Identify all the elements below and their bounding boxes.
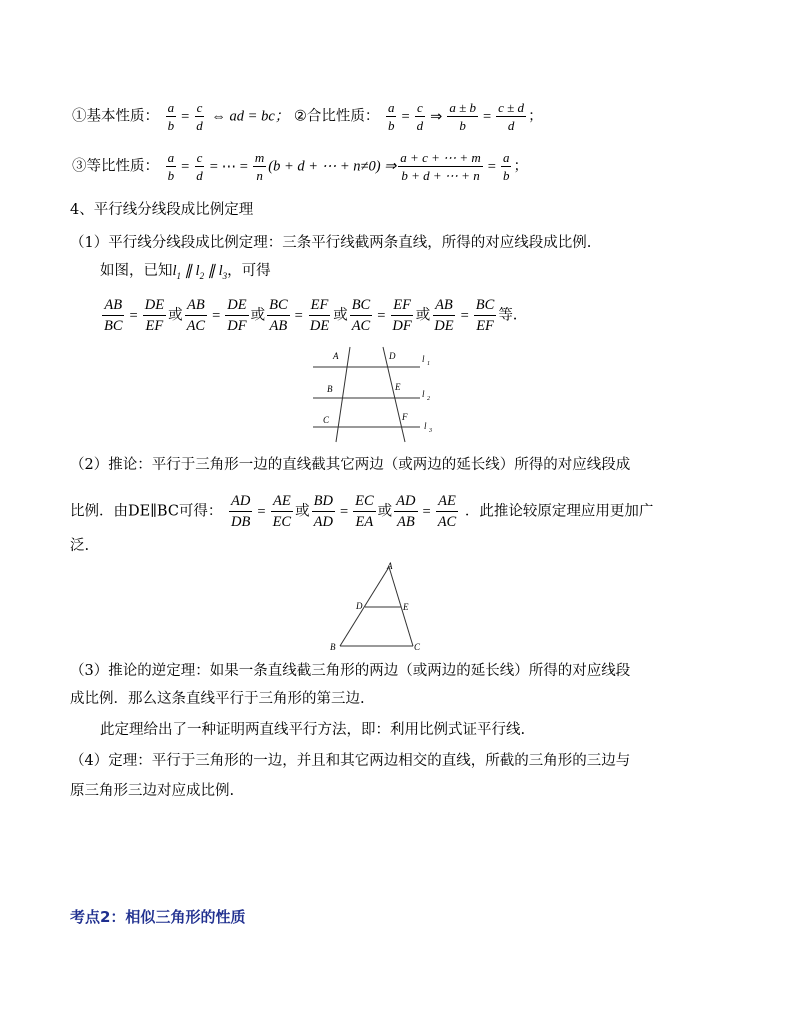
label-l2-sub: 2 (427, 396, 430, 402)
ratio-2-d: AC (186, 318, 206, 334)
ratio-3-d: DF (227, 318, 247, 334)
ratio-9 (474, 296, 497, 335)
ratio-AE-AC: $\frac{AE}{AC}$ (437, 493, 457, 530)
ratio-0-n: AB (102, 296, 124, 316)
section-heading: 考点2：相似三角形的性质 (70, 908, 246, 926)
corollary-suffix: ．此推论较原定理应用更加广 (464, 503, 654, 520)
or-word: 或 (333, 307, 348, 324)
label-E: E (395, 382, 401, 392)
ratio-3 (225, 296, 248, 335)
or-word: 或 (377, 503, 393, 520)
label-l3: l (424, 421, 427, 431)
fraction-a-b-4: $\frac{a}{b}$ (502, 150, 510, 183)
basic-property-label: ①基本性质： (72, 108, 159, 125)
tri-label-C: C (414, 642, 421, 652)
fraction-c-d-2: $\frac{c}{d}$ (416, 100, 424, 133)
ratio-6-n: BC (350, 296, 373, 316)
fraction-sum: $\frac{a + c + \cdots + m}{b + d + \cdots + n}$ (400, 150, 481, 183)
fraction-a-b-3: $\frac{a}{b}$ (167, 150, 175, 183)
ratio-6-d: AC (351, 318, 371, 334)
label-l1: l (422, 354, 425, 364)
tri-label-B: B (330, 642, 336, 652)
ratio-4 (267, 296, 290, 335)
ratio-BD-AD: $\frac{BD}{AD}$ (313, 493, 333, 530)
ratio-AE-EC: $\frac{AE}{EC}$ (272, 493, 292, 530)
corollary-prefix: 比例．由DE∥BC可得： (70, 503, 223, 520)
or-word: 或 (168, 307, 183, 324)
fraction-c-d-3: $\frac{c}{d}$ (196, 150, 203, 183)
section4-p3a: （3）推论的逆定理：如果一条直线截三角形的两边（或两边的延长线）所得的对应线段 (70, 663, 631, 679)
ratio-9-d: EF (476, 318, 494, 334)
ratio-5 (308, 296, 331, 335)
label-F: F (402, 412, 408, 422)
tri-label-A: A (387, 561, 393, 571)
section4-p4b: 原三角形三边对应成比例. (70, 783, 235, 799)
ratio-1-n: DE (143, 296, 166, 316)
section4-p3c: 此定理给出了一种证明两直线平行方法，即：利用比例式证平行线. (100, 722, 526, 738)
ratio-7 (390, 296, 413, 335)
ratio-9-n: BC (474, 296, 497, 316)
combination-property-label: ②合比性质： (293, 108, 380, 125)
ratio-0 (102, 296, 125, 335)
tri-label-D: D (356, 601, 363, 611)
label-C: C (323, 415, 330, 425)
fraction-c-d: $\frac{c}{d}$ (196, 100, 203, 133)
basic-equation: ⇔ ad = bc； (211, 108, 290, 125)
fraction-cpmd-d: $\frac{c \pm d}{d}$ (498, 100, 525, 133)
label-l3-sub: 3 (429, 428, 432, 434)
label-A: A (333, 351, 339, 361)
ratio-1 (143, 296, 166, 335)
ratio-3-n: DE (225, 296, 248, 316)
ratio-8 (432, 296, 455, 335)
equal-ratio-condition: (b + d + ⋯ + n≠0) ⇒ (268, 158, 397, 175)
label-l1-sub: 1 (427, 361, 430, 367)
ratio-EC-EA: $\frac{EC}{EA}$ (355, 493, 374, 530)
or-word: 或 (295, 503, 310, 520)
or-word: 或 (415, 307, 431, 324)
basic-property-line: ①基本性质： $\frac{a}{b}$ = $\frac{c}{d}$ ⇔ ad = bc； ②合比性质： $\frac{a}{b}$ = $\frac{c}{d}$ ⇒ $\frac{a \pm b}{b}$ = $\frac{c \pm d}{d}$ ； (72, 100, 543, 133)
ratio-8-n: AB (433, 296, 455, 316)
label-D: D (389, 351, 396, 361)
ratio-2-n: AB (185, 296, 207, 316)
or-word: 或 (250, 307, 266, 324)
label-B: B (327, 384, 333, 394)
parallel-lines-figure (308, 345, 443, 445)
label-l2: l (422, 389, 425, 399)
ratio-7-n: EF (391, 296, 413, 316)
parallel-lines-notation: $l_1$ ∥ $l_2$ ∥ $l_3$ (172, 263, 228, 281)
given-text: 如图，已知 (100, 263, 173, 279)
section4-p3b: 成比例．那么这条直线平行于三角形的第三边. (70, 691, 365, 707)
ratio-4-d: AB (269, 318, 288, 334)
section4-p2a: （2）推论：平行于三角形一边的直线截其它两边（或两边的延长线）所得的对应线段成 (70, 457, 631, 473)
ratio-AD-AB: $\frac{AD}{AB}$ (396, 493, 416, 530)
fraction-m-n: $\frac{m}{n}$ (254, 150, 265, 183)
ratio-5-n: EF (309, 296, 331, 316)
can-get-text: ，可得 (227, 263, 271, 279)
equal-ratio-property-line: ③等比性质： $\frac{a}{b}$ = $\frac{c}{d}$ = ⋯ = $\frac{m}{n}$ (b + d + ⋯ + n≠0) ⇒ $\frac{a + c + \cdots + m}{b + d + \cdots + n}$ = $\frac{a}{b}$ ； (72, 150, 528, 183)
fraction-a-b-2: $\frac{a}{b}$ (387, 100, 395, 133)
fraction-a-b: $\frac{a}{b}$ (167, 100, 175, 133)
ratio-AD-DB: $\frac{AD}{DB}$ (231, 493, 251, 530)
tri-label-E: E (403, 602, 409, 612)
section4-p2d: 泛. (70, 538, 90, 554)
ratio-8-d: DE (434, 318, 454, 334)
ratio-6 (350, 296, 373, 335)
section4-p1: （1）平行线分线段成比例定理：三条平行线截两条直线，所得的对应线段成比例. (70, 235, 592, 251)
transversal-right (383, 347, 405, 442)
section4-title: 4、平行线分线段成比例定理 (70, 202, 254, 218)
transversal-left (336, 347, 350, 442)
ratio-list: $\frac{AB}{BC}$ = $\frac{DE}{EF}$ 或 $\frac{AB}{AC}$ = $\frac{DE}{DF}$ 或 $\frac{BC}{AB}$ = $\frac{EF}{DE}$ 或 $\frac{BC}{AC}$ = $\frac{EF}{DF}$ 或 $\frac{AB}{DE}$ = $\frac{BC}{EF}$ 等. (104, 297, 518, 334)
ratio-0-d: BC (104, 318, 123, 334)
ratio-4-n: BC (267, 296, 290, 316)
fraction-apmb-b: $\frac{a \pm b}{b}$ (449, 100, 476, 133)
section4-p4a: （4）定理：平行于三角形的一边，并且和其它两边相交的直线，所截的三角形的三边与 (70, 753, 631, 769)
ratio-2 (185, 296, 208, 335)
ratio-tail: 等. (498, 307, 518, 324)
section4-given-line (100, 261, 271, 286)
equal-ratio-label: ③等比性质： (72, 158, 159, 175)
ratio-5-d: DE (309, 318, 330, 334)
triangle-figure (325, 560, 425, 655)
ratio-7-d: DF (392, 318, 412, 334)
ratio-1-d: EF (145, 318, 164, 334)
corollary-line: 比例．由DE∥BC可得： $\frac{AD}{DB}$ = $\frac{AE}{EC}$ 或 $\frac{BD}{AD}$ = $\frac{EC}{EA}$ 或 $\frac{AD}{AB}$ = $\frac{AE}{AC}$ ．此推论较原定理应用更加广 (70, 493, 654, 530)
